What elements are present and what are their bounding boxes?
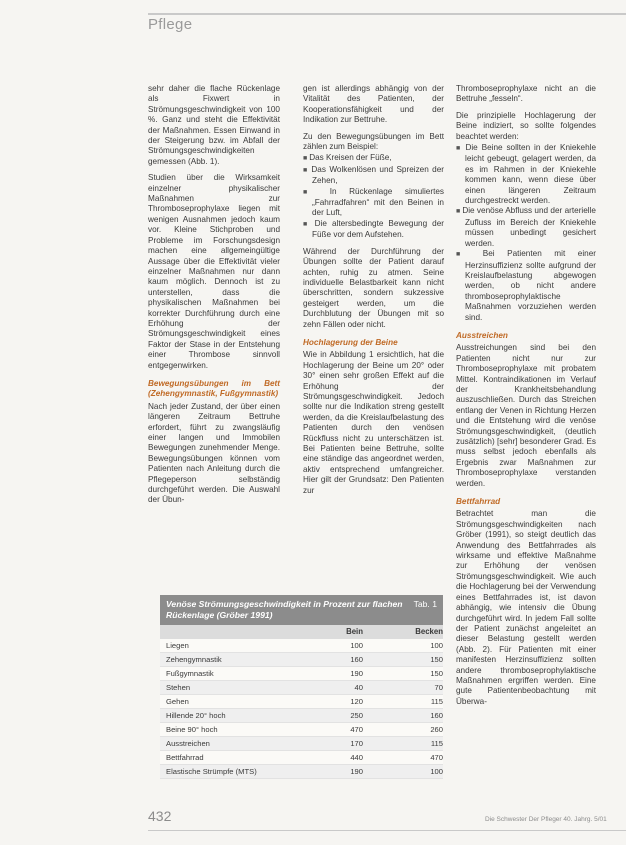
subheading: Bettfahrrad (456, 497, 501, 507)
paragraph: Studien über die Wirksamkeit einzelner physikalischer Maßnahmen zur Thromboseprophylaxe liegen mit wenigen Ausnahmen jedoch kaum vor. Kleine Stichproben und Probleme im Forschungsdesign machen eine allgemeingültige Aussage über die Effektivität vieler einzelner Maßnahmen nur dann kaum möglich. Dennoch ist zu unterstellen, dass die physikalischen Maßnahmen bei korrekter Durchführung durch eine Erhöhung der Strömungsgeschwindigkeit eines Faktor der Stase in der Entstehung einer Thrombose sinnvoll entgegenwirken. (148, 173, 280, 370)
list-item: ■ Das Kreisen der Füße, (303, 153, 444, 164)
table-cell: 120 (350, 697, 363, 706)
table-cell: 150 (430, 655, 443, 664)
paragraph: Betrachtet man die Strömungsgeschwindigkeiten nach Gröber (1991), so steigt deutlich das Anwendung des Bettfahrrades als wirksame und effektive Maßnahme zur Erhöhung der venösen Strömungsgeschwindigkeit. Wie auch die Hochlagerung bei der Verwendung eines Bettfahrrades ist, ist davon abhängig, wie intensiv die Übung durchgeführt wird. In jedem Fall sollte der Patient zunächst angeleitet an dieser Belastung gestellt werden (Abb. 2). Für Patienten mit einer manifesten Herzinsuffizienz sollten andere thromboseprophylaktische Maßnahmen ergriffen werden. Eine gute Patientenbeobachtung mit Überwa- (456, 509, 596, 706)
table-cell: 115 (430, 697, 443, 706)
subheading: Hochlagerung der Beine (303, 337, 398, 347)
table-cell: 115 (430, 739, 443, 748)
table-cell: 150 (430, 669, 443, 678)
table-cell: Gehen (166, 697, 189, 706)
table-caption-text: Venöse Strömungsgeschwindigkeit in Prozent zur flachen Rückenlage (Gröber 1991) (166, 599, 403, 620)
table-cell: 260 (430, 725, 443, 734)
table-row (160, 751, 443, 765)
text-column-3 (456, 84, 596, 713)
journal-footer: Die Schwester Der Pfleger 40. Jahrg. 5/01 (485, 816, 607, 823)
list-item: ■ Bei Patienten mit einer Herzinsuffizienz sollte aufgrund der Kreislaufbelastung abgewogen werden, ob nicht andere thromboseprophylaktische Maßnahmen vorzuziehen werden sind. (456, 249, 596, 323)
table-cell: 160 (430, 711, 443, 720)
table-cell: Elastische Strümpfe (MTS) (166, 767, 257, 776)
table-body (160, 639, 443, 779)
table-row (160, 639, 443, 653)
data-table (160, 595, 443, 779)
table-number: Tab. 1 (413, 599, 437, 609)
table-cell: Liegen (166, 641, 189, 650)
list-item: ■ In Rückenlage simuliertes „Fahrradfahren“ mit den Beinen in der Luft, (303, 187, 444, 219)
table-cell: Fußgymnastik (166, 669, 214, 678)
table-cell: 160 (350, 655, 363, 664)
table-cell: 100 (350, 641, 363, 650)
text-column-2 (303, 84, 444, 502)
table-cell: Hillende 20° hoch (166, 711, 226, 720)
table-header-cell: Becken (415, 627, 443, 636)
table-row (160, 723, 443, 737)
paragraph: Nach jeder Zustand, der über einen längeren Zeitraum Bettruhe erfordert, führt zu zwangsläufig einer langen und Immobilen Bewegungen zunehmender Menge. Bewegungsübungen können vom Patienten nach Anleitung durch die Pflegeperson selbständig durchgeführt werden. Die Auswahl der Übun- (148, 401, 280, 505)
table-cell: 440 (350, 753, 363, 762)
table-header-cell (160, 625, 281, 639)
paragraph: Ausstreichungen sind bei den Patienten nicht nur zur Thromboseprophylaxe mit probatem Mittel. Kontraindikationen im Verlauf der Krankheitsbehandlung auszuschließen. Durch das Streichen entlang der Venen in Richtung Herzen und die Entstehung wird die venöse Strömungsgeschwindigkeit, (deutlich zusätzlich) [sehr] besonderer Grad. Es muss selbst jedoch ebenfalls als Ergebnis zwar Maßnahmen zur Thromboseprophylaxe verstanden werden. (456, 343, 596, 488)
table-row (160, 765, 443, 779)
table-cell: 70 (434, 683, 443, 692)
table-cell: 190 (350, 767, 363, 776)
text-column-1 (148, 84, 280, 512)
table-row (160, 709, 443, 723)
paragraph: Wie in Abbildung 1 ersichtlich, hat die Hochlagerung der Beine um 20° oder 30° einen sehr großen Effekt auf die Erhöhung der Strömungsgeschwindigkeit. Jedoch sollte nur die Indikation streng gestellt werden, da die Kreislaufbelastung des Patienten durch den venösen Rückfluss nicht zu unterschätzen ist. Bei Patienten beine Bettruhe, sollte eine ständige das angeordnet werden, aktiv entsprechend umfangreicher. Hier gilt der Grundsatz: Den Patienten zur (303, 350, 444, 495)
paragraph: sehr daher die flache Rückenlage als Fixwert in Strömungsgeschwindigkeit von 100 %. Ganz und steht die Effektivität der Maßnahmen. Essen Einwand in der Steigerung bzw. im Abfall der Strömungsgeschwindigkeiten gemessen (Abb. 1). (148, 84, 280, 166)
table-cell: Bettfahrrad (166, 753, 204, 762)
table-row (160, 737, 443, 751)
list-item: ■ Das Wolkenlösen und Spreizen der Zehen, (303, 165, 444, 187)
list-item: ■ Die altersbedingte Bewegung der Füße vor dem Aufstehen. (303, 219, 444, 241)
list-item: ■ Die venöse Abfluss und der arterielle Zufluss im Bereich der Kniekehle müssen unbedingt gesichert werden. (456, 206, 596, 249)
table-cell: 250 (350, 711, 363, 720)
table-cell: Zehengymnastik (166, 655, 222, 664)
paragraph: Die prinzipielle Hochlagerung der Beine indiziert, so sollte folgendes beachtet werden: (456, 110, 596, 141)
footer-rule (148, 830, 626, 831)
table-row (160, 667, 443, 681)
table-row (160, 681, 443, 695)
table-cell: 100 (430, 767, 443, 776)
paragraph: Während der Durchführung der Übungen sollte der Patient darauf achten, ruhig zu atmen. Seine individuelle Belastbarkeit kann nicht überschritten, sondern sukzessive gesteigert werden, um die Durchblutung der Übungen mit so zehn Fällen oder nicht. (303, 246, 444, 329)
table-row (160, 653, 443, 667)
subheading: Ausstreichen (456, 330, 508, 340)
page-number: 432 (148, 808, 172, 824)
table-cell: 470 (350, 725, 363, 734)
paragraph: Thromboseprophylaxe nicht an die Bettruhe „fesseln“. (456, 84, 596, 104)
table-header-cell: Bein (346, 627, 363, 636)
subheading: Bewegungsübungen im Bett (Zehengymnastik, Fußgymnastik) (148, 378, 280, 399)
table-cell: 190 (350, 669, 363, 678)
table-cell: Ausstreichen (166, 739, 210, 748)
paragraph: Zu den Bewegungsübungen im Bett zählen zum Beispiel: (303, 131, 444, 152)
table-cell: 100 (430, 641, 443, 650)
table-cell: 470 (430, 753, 443, 762)
table-row (160, 695, 443, 709)
table-caption (160, 595, 443, 625)
table-cell: 40 (354, 683, 363, 692)
section-label: Pflege (148, 16, 193, 33)
paragraph: gen ist allerdings abhängig von der Vitalität des Patienten, der Kooperationsfähigkeit und der Indikation zur Bettruhe. (303, 84, 444, 125)
table-cell: Stehen (166, 683, 191, 692)
table-cell: 170 (350, 739, 363, 748)
table-cell: Beine 90° hoch (166, 725, 218, 734)
header-rule (148, 13, 626, 15)
table-header (160, 625, 443, 639)
list-item: ■ Die Beine sollten in der Kniekehle leicht gebeugt, gelagert werden, da es im Rahmen in der Kniekehle kommen kann, wenn diese über einen längeren Zeitraum durchgestreckt werden. (456, 143, 596, 206)
